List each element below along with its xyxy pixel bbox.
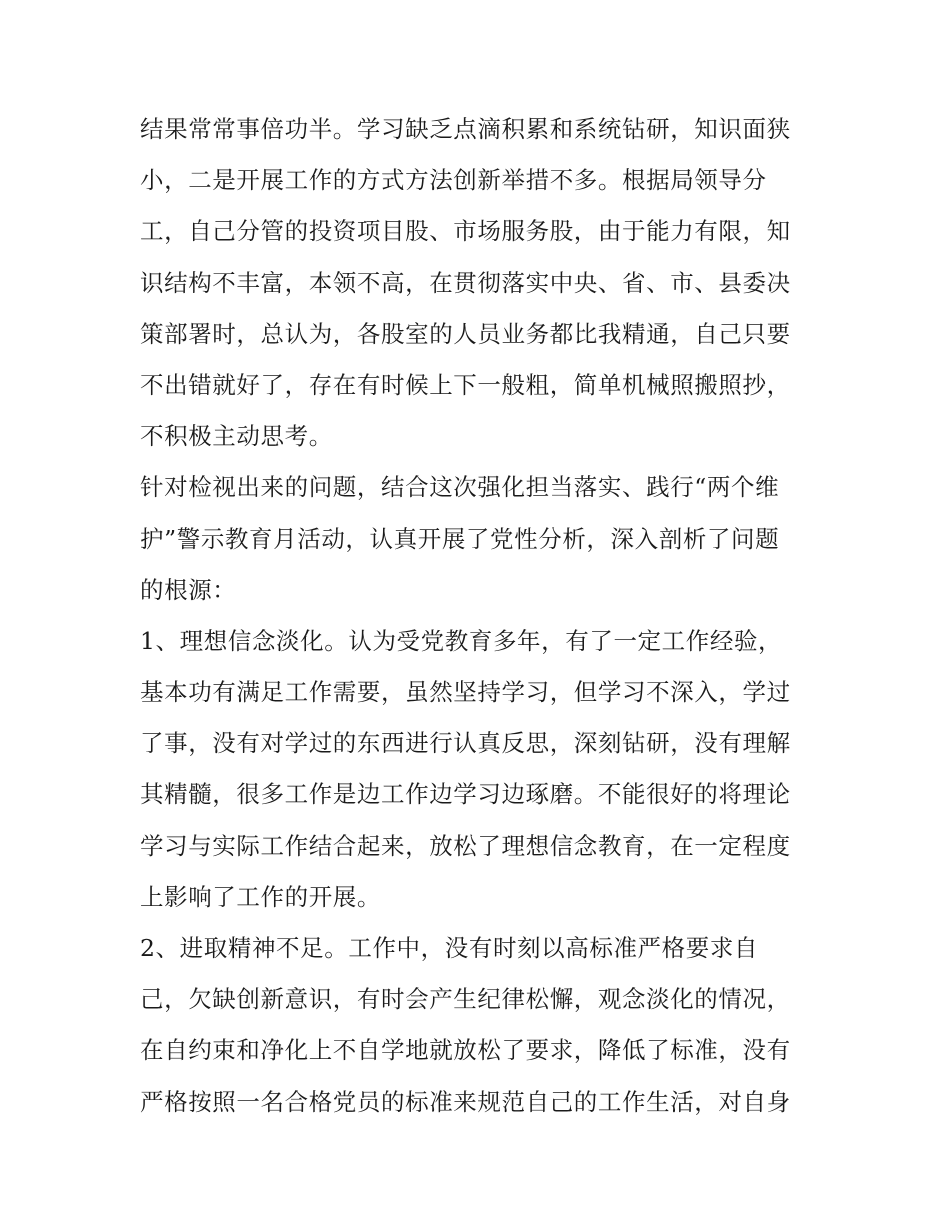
body-text	[140, 104, 820, 1128]
text-line: 了事，没有对学过的东西进行认真反思，深刻钻研，没有理解	[140, 729, 791, 758]
text-line: 策部署时，总认为，各股室的人员业务都比我精通，自己只要	[140, 319, 791, 348]
text-line: 不积极主动思考。	[140, 422, 333, 451]
text-line: 在自约束和净化上不自学地就放松了要求，降低了标准，没有	[140, 1036, 791, 1065]
text-line: 小，二是开展工作的方式方法创新举措不多。根据局领导分	[140, 166, 767, 195]
text-line: 1、理想信念淡化。认为受党教育多年，有了一定工作经验，	[140, 626, 783, 655]
text-line: 护”警示教育月活动，认真开展了党性分析，深入剖析了问题	[140, 524, 780, 553]
text-line: 基本功有满足工作需要，虽然坚持学习，但学习不深入，学过	[140, 678, 791, 707]
text-line: 己，欠缺创新意识，有时会产生纪律松懈，观念淡化的情况，	[140, 985, 791, 1014]
text-line: 识结构不丰富，本领不高，在贯彻落实中央、省、市、县委决	[140, 268, 791, 297]
text-line: 其精髓，很多工作是边工作边学习边琢磨。不能很好的将理论	[140, 780, 791, 809]
text-line: 上影响了工作的开展。	[140, 882, 381, 911]
text-line: 2、进取精神不足。工作中，没有时刻以高标准严格要求自	[140, 934, 759, 962]
text-line: 针对检视出来的问题，结合这次强化担当落实、践行“两个维	[140, 473, 780, 502]
text-line: 工，自己分管的投资项目股、市场服务股，由于能力有限，知	[140, 217, 791, 246]
text-line: 的根源：	[140, 575, 237, 604]
text-line: 学习与实际工作结合起来，放松了理想信念教育，在一定程度	[140, 831, 791, 860]
text-line: 结果常常事倍功半。学习缺乏点滴积累和系统钻研，知识面狭	[140, 115, 791, 143]
text-line: 不出错就好了，存在有时候上下一般粗，简单机械照搬照抄，	[140, 370, 791, 399]
text-line: 严格按照一名合格党员的标准来规范自己的工作生活，对自身	[140, 1087, 791, 1116]
